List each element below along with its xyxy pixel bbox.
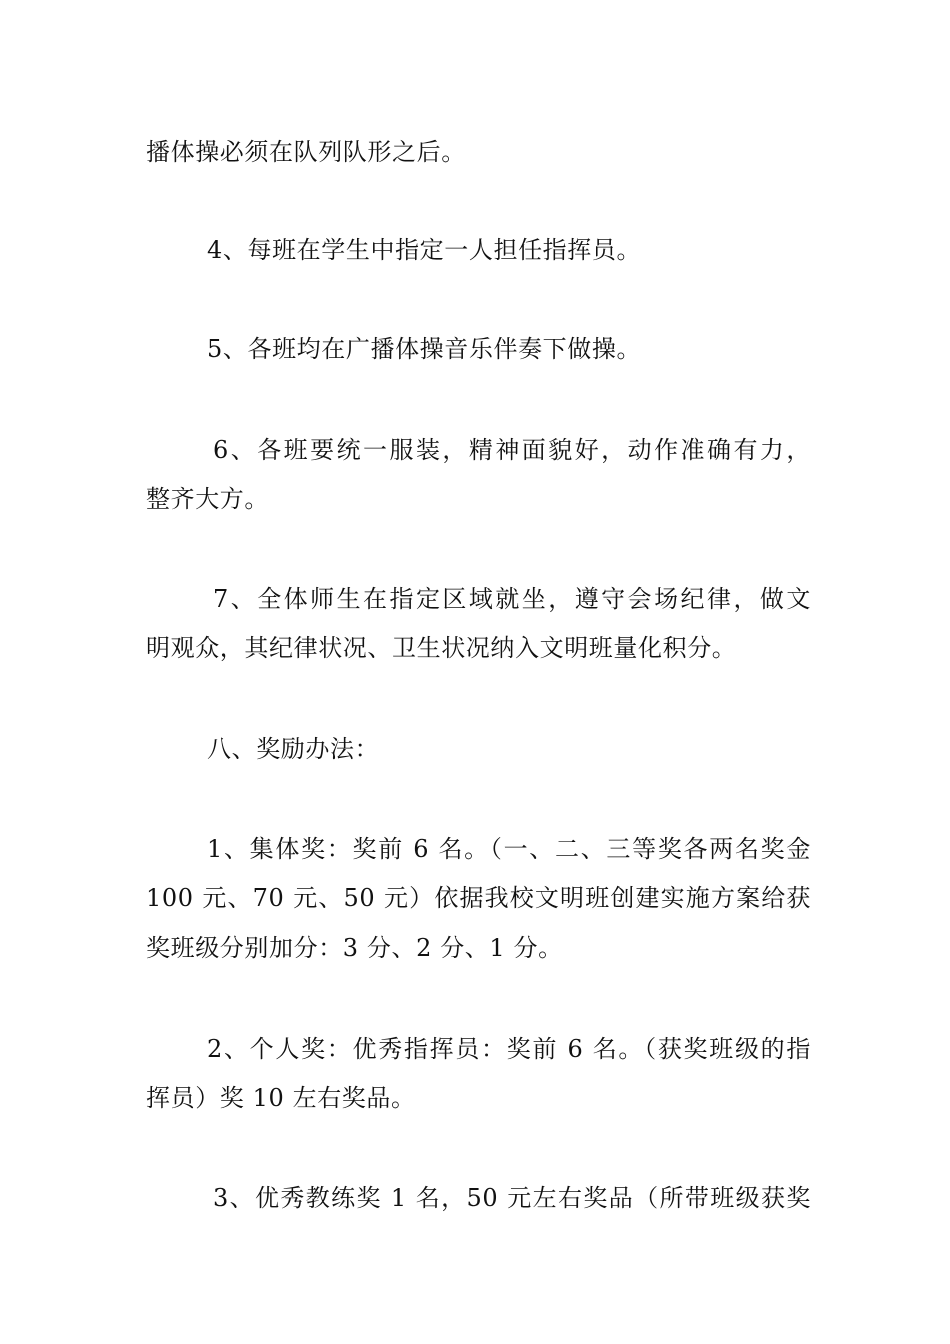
text-line-3: 5、各班均在广播体操音乐伴奏下做操。 [207,335,642,363]
text-line-9: 1、集体奖：奖前 6 名。（一、二、三等奖各两名奖金 [207,835,811,863]
text-line-12: 2、个人奖：优秀指挥员：奖前 6 名。（获奖班级的指 [207,1035,811,1063]
text-line-10: 100 元、70 元、50 元）依据我校文明班创建实施方案给获 [146,884,811,912]
text-line-6: 7、全体师生在指定区域就坐，遵守会场纪律，做文 [213,585,811,613]
text-line-5: 整齐大方。 [146,485,269,513]
section-heading: 八、奖励办法： [207,735,380,763]
text-line-1: 播体操必须在队列队形之后。 [146,138,466,166]
text-line-4: 6、各班要统一服装，精神面貌好，动作准确有力， [213,436,811,464]
text-line-11: 奖班级分别加分：3 分、2 分、1 分。 [146,934,563,962]
text-line-14: 3、优秀教练奖 1 名，50 元左右奖品（所带班级获奖 [213,1184,811,1212]
text-line-2: 4、每班在学生中指定一人担任指挥员。 [207,236,642,264]
text-line-13: 挥员）奖 10 左右奖品。 [146,1084,416,1112]
text-line-7: 明观众，其纪律状况、卫生状况纳入文明班量化积分。 [146,634,737,662]
